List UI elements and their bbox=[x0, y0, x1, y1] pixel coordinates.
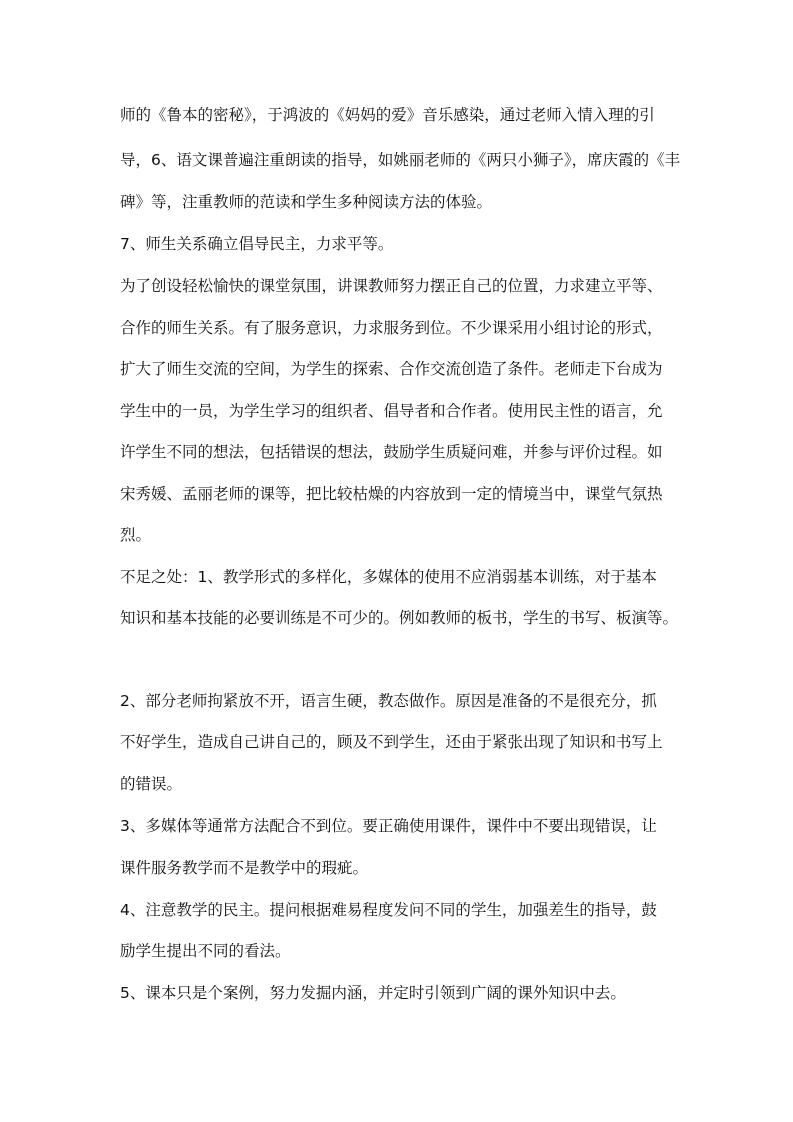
text-line: 宋秀媛、孟丽老师的课等，把比较枯燥的内容放到一定的情境当中，课堂气氛热 bbox=[120, 485, 663, 503]
text-line: 励学生提出不同的看法。 bbox=[120, 942, 291, 960]
text-line: 扩大了师生交流的空间，为学生的探索、合作交流创造了条件。老师走下台成为 bbox=[120, 360, 663, 378]
text-line: 不好学生，造成自己讲自己的，顾及不到学生，还由于紧张出现了知识和书写上 bbox=[120, 733, 663, 751]
text-line: 不足之处：1、教学形式的多样化，多媒体的使用不应消弱基本训练，对于基本 bbox=[120, 568, 657, 586]
text-line: 烈。 bbox=[120, 526, 152, 544]
text-line: 师的《鲁本的密秘》，于鸿波的《妈妈的爱》音乐感染，通过老师入情入理的引 bbox=[120, 106, 655, 124]
text-line: 许学生不同的想法，包括错误的想法，鼓励学生质疑问难，并参与评价过程。如 bbox=[120, 443, 663, 461]
text-line: 导，6、语文课普遍注重朗读的指导，如姚丽老师的《两只小狮子》，席庆霞的《丰 bbox=[120, 151, 681, 169]
text-line: 2、部分老师拘紧放不开，语言生硬，教态做作。原因是准备的不是很充分，抓 bbox=[120, 692, 657, 710]
text-line: 合作的师生关系。有了服务意识，力求服务到位。不少课采用小组讨论的形式， bbox=[120, 319, 663, 337]
text-line: 4、注意教学的民主。提问根据难易程度发问不同的学生，加强差生的指导，鼓 bbox=[120, 901, 657, 919]
text-line: 课件服务教学而不是教学中的瑕疵。 bbox=[120, 859, 369, 877]
text-line: 3、多媒体等通常方法配合不到位。要正确使用课件，课件中不要出现错误，让 bbox=[120, 817, 657, 835]
text-line: 为了创设轻松愉快的课堂氛围，讲课教师努力摆正自己的位置，力求建立平等、 bbox=[120, 277, 663, 295]
text-line: 知识和基本技能的必要训练是不可少的。例如教师的板书，学生的书写、板演等。 bbox=[120, 609, 679, 627]
text-line: 碑》等，注重教师的范读和学生多种阅读方法的体验。 bbox=[120, 193, 493, 211]
text-line: 5、课本只是个案例，努力发掘内涵，并定时引领到广阔的课外知识中去。 bbox=[120, 984, 626, 1002]
text-line: 的错误。 bbox=[120, 775, 183, 793]
text-line: 7、师生关系确立倡导民主，力求平等。 bbox=[120, 235, 394, 253]
text-line: 学生中的一员，为学生学习的组织者、倡导者和合作者。使用民主性的语言，允 bbox=[120, 402, 663, 420]
